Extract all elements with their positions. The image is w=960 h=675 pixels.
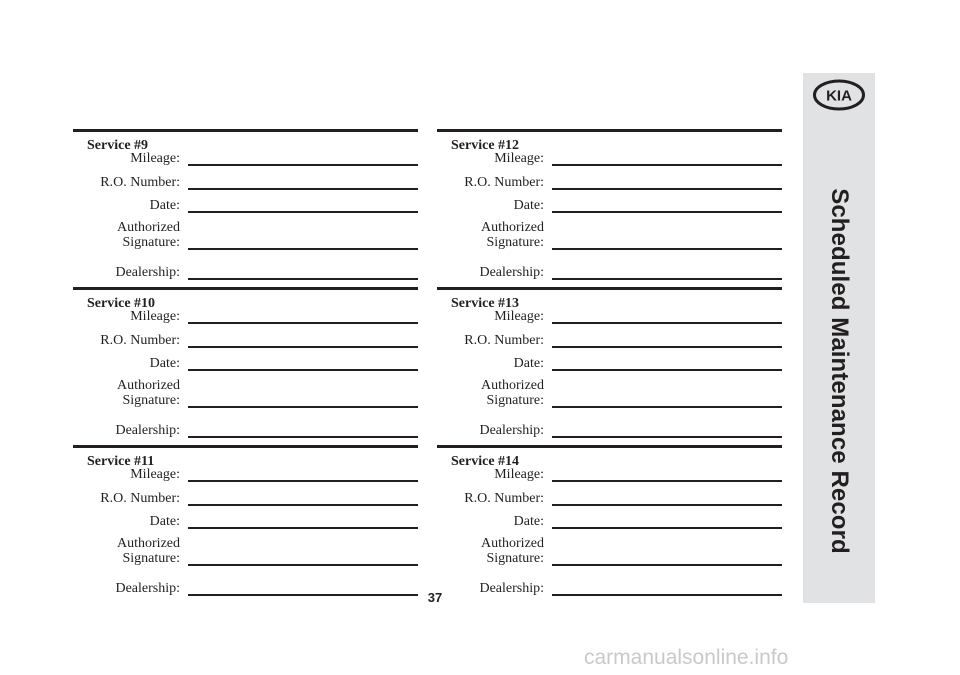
signature-field[interactable] xyxy=(188,406,418,408)
watermark: carmanualsonline.info xyxy=(584,646,789,669)
ro-number-label: R.O. Number: xyxy=(100,333,180,348)
dealership-label: Dealership: xyxy=(115,423,180,438)
date-label: Date: xyxy=(513,514,544,529)
dealership-field[interactable] xyxy=(188,436,418,438)
signature-row xyxy=(437,530,782,566)
signature-row xyxy=(73,372,418,408)
mileage-field[interactable] xyxy=(188,480,418,482)
section-tab xyxy=(803,73,875,603)
ro-number-label: R.O. Number: xyxy=(100,175,180,190)
date-field[interactable] xyxy=(188,369,418,371)
mileage-row xyxy=(73,148,418,166)
mileage-label: Mileage: xyxy=(494,467,544,482)
date-row xyxy=(437,195,782,213)
signature-field[interactable] xyxy=(552,248,782,250)
mileage-label: Mileage: xyxy=(130,309,180,324)
signature-label: Authorized Signature: xyxy=(481,378,544,408)
mileage-label: Mileage: xyxy=(130,151,180,166)
service-record-13 xyxy=(437,287,782,445)
dealership-row xyxy=(73,420,418,438)
date-row xyxy=(73,195,418,213)
ro-number-row xyxy=(73,330,418,348)
ro-number-label: R.O. Number: xyxy=(464,333,544,348)
signature-label: Authorized Signature: xyxy=(117,536,180,566)
signature-row xyxy=(437,214,782,250)
signature-field[interactable] xyxy=(552,564,782,566)
date-row xyxy=(437,353,782,371)
mileage-row xyxy=(437,464,782,482)
ro-number-field[interactable] xyxy=(552,346,782,348)
ro-number-row xyxy=(437,330,782,348)
signature-row xyxy=(73,214,418,250)
dealership-field[interactable] xyxy=(552,436,782,438)
dealership-field[interactable] xyxy=(188,278,418,280)
date-field[interactable] xyxy=(552,527,782,529)
date-label: Date: xyxy=(513,198,544,213)
date-field[interactable] xyxy=(552,369,782,371)
signature-label: Authorized Signature: xyxy=(117,378,180,408)
service-title: Service #14 xyxy=(451,454,520,469)
dealership-label: Dealership: xyxy=(479,265,544,280)
mileage-label: Mileage: xyxy=(494,309,544,324)
signature-label: Authorized Signature: xyxy=(481,536,544,566)
date-row xyxy=(437,511,782,529)
dealership-label: Dealership: xyxy=(115,581,180,596)
service-record-9 xyxy=(73,129,418,287)
service-title: Service #11 xyxy=(87,454,155,469)
date-row xyxy=(73,353,418,371)
service-record-12 xyxy=(437,129,782,287)
date-label: Date: xyxy=(513,356,544,371)
ro-number-field[interactable] xyxy=(188,504,418,506)
ro-number-row xyxy=(73,172,418,190)
ro-number-field[interactable] xyxy=(188,346,418,348)
dealership-row xyxy=(437,578,782,596)
page-number: 37 xyxy=(427,590,443,605)
signature-field[interactable] xyxy=(552,406,782,408)
ro-number-field[interactable] xyxy=(552,188,782,190)
signature-field[interactable] xyxy=(188,248,418,250)
dealership-row xyxy=(73,262,418,280)
signature-label: Authorized Signature: xyxy=(117,220,180,250)
ro-number-field[interactable] xyxy=(188,188,418,190)
date-label: Date: xyxy=(149,514,180,529)
ro-number-row xyxy=(437,488,782,506)
mileage-field[interactable] xyxy=(552,164,782,166)
service-record-10 xyxy=(73,287,418,445)
ro-number-row xyxy=(437,172,782,190)
dealership-label: Dealership: xyxy=(479,581,544,596)
signature-row xyxy=(437,372,782,408)
dealership-field[interactable] xyxy=(552,594,782,596)
dealership-field[interactable] xyxy=(552,278,782,280)
mileage-field[interactable] xyxy=(552,480,782,482)
ro-number-field[interactable] xyxy=(552,504,782,506)
kia-logo-text: KIA xyxy=(826,87,852,105)
service-title: Service #13 xyxy=(451,296,520,311)
signature-field[interactable] xyxy=(188,564,418,566)
date-label: Date: xyxy=(149,356,180,371)
dealership-row xyxy=(73,578,418,596)
signature-label: Authorized Signature: xyxy=(481,220,544,250)
mileage-row xyxy=(73,306,418,324)
mileage-row xyxy=(437,306,782,324)
mileage-row xyxy=(73,464,418,482)
mileage-label: Mileage: xyxy=(130,467,180,482)
dealership-field[interactable] xyxy=(188,594,418,596)
dealership-row xyxy=(437,420,782,438)
service-record-14 xyxy=(437,445,782,603)
mileage-field[interactable] xyxy=(188,322,418,324)
kia-logo-icon xyxy=(813,79,865,111)
mileage-row xyxy=(437,148,782,166)
service-title: Service #12 xyxy=(451,138,520,153)
ro-number-row xyxy=(73,488,418,506)
mileage-label: Mileage: xyxy=(494,151,544,166)
date-field[interactable] xyxy=(188,527,418,529)
ro-number-label: R.O. Number: xyxy=(464,491,544,506)
left-column xyxy=(73,129,418,603)
service-title: Service #10 xyxy=(87,296,156,311)
dealership-row xyxy=(437,262,782,280)
service-title: Service #9 xyxy=(87,138,149,153)
date-label: Date: xyxy=(149,198,180,213)
dealership-label: Dealership: xyxy=(479,423,544,438)
mileage-field[interactable] xyxy=(188,164,418,166)
signature-row xyxy=(73,530,418,566)
section-title: Scheduled Maintenance Record xyxy=(826,188,853,554)
date-field[interactable] xyxy=(188,211,418,213)
ro-number-label: R.O. Number: xyxy=(100,491,180,506)
date-row xyxy=(73,511,418,529)
mileage-field[interactable] xyxy=(552,322,782,324)
ro-number-label: R.O. Number: xyxy=(464,175,544,190)
date-field[interactable] xyxy=(552,211,782,213)
dealership-label: Dealership: xyxy=(115,265,180,280)
right-column xyxy=(437,129,782,603)
service-record-11 xyxy=(73,445,418,603)
